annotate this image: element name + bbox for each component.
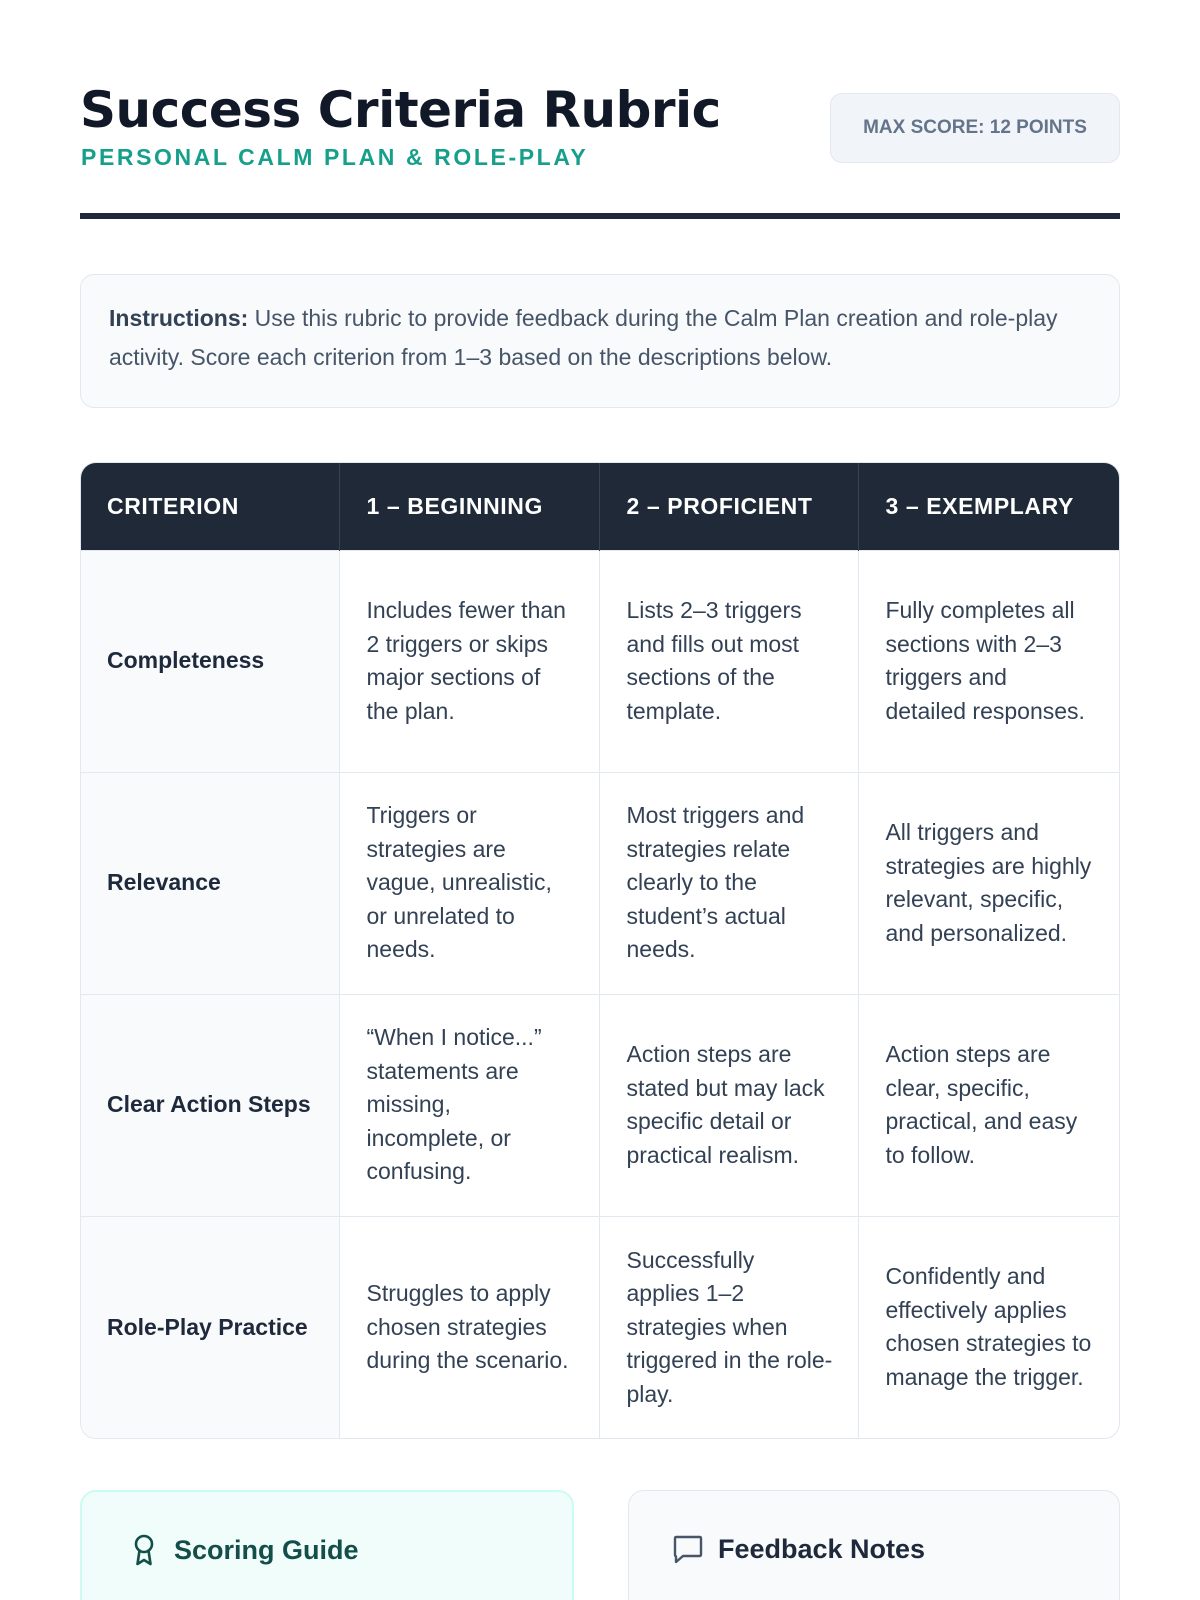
exemplary-cell: Confidently and effectively applies chosen strategies to manage the trigger. <box>859 1216 1119 1438</box>
header-divider <box>80 213 1120 219</box>
proficient-cell: Lists 2–3 triggers and fills out most sections of the template. <box>600 550 859 772</box>
column-header-exemplary: 3 – EXEMPLARY <box>885 492 1074 519</box>
feedback-notes-header <box>672 1531 925 1567</box>
table-header-row <box>81 463 1119 550</box>
column-header-beginning: 1 – BEGINNING <box>340 463 600 550</box>
table-row <box>81 1216 1119 1438</box>
scoring-guide-header <box>128 1532 359 1568</box>
instructions-text: Use this rubric to provide feedback during the Calm Plan creation and role-play activity. Score each criterion from 1–3 based on the descriptions below. <box>109 305 1058 370</box>
exemplary-cell: All triggers and strategies are highly relevant, specific, and personalized. <box>859 772 1119 994</box>
instructions-box <box>80 274 1120 408</box>
table-row <box>81 772 1119 994</box>
page-title: Success Criteria Rubric <box>80 81 721 139</box>
max-score-badge: MAX SCORE: 12 POINTS <box>830 93 1120 163</box>
beginning-cell: Struggles to apply chosen strategies during the scenario. <box>340 1216 600 1438</box>
table-row <box>81 550 1119 772</box>
proficient-cell: Action steps are stated but may lack specific detail or practical realism. <box>600 994 859 1216</box>
award-ribbon-icon <box>128 1532 160 1568</box>
criterion-cell: Clear Action Steps <box>81 994 340 1216</box>
speech-bubble-icon <box>672 1531 704 1567</box>
column-header-proficient: 2 – PROFICIENT <box>600 463 859 550</box>
exemplary-cell: Fully completes all sections with 2–3 triggers and detailed responses. <box>859 550 1119 772</box>
scoring-guide-card <box>80 1490 574 1600</box>
feedback-notes-card <box>628 1490 1120 1600</box>
beginning-cell: Triggers or strategies are vague, unrealistic, or unrelated to needs. <box>340 772 600 994</box>
rubric-table-container <box>80 462 1120 1439</box>
page-header <box>80 78 1120 170</box>
criterion-cell: Relevance <box>81 772 340 994</box>
criterion-cell: Role-Play Practice <box>81 1216 340 1438</box>
beginning-cell: Includes fewer than 2 triggers or skips major sections of the plan. <box>340 550 600 772</box>
table-row <box>81 994 1119 1216</box>
feedback-notes-title: Feedback Notes <box>718 1534 926 1564</box>
page-subtitle: PERSONAL CALM PLAN & ROLE-PLAY <box>81 144 589 170</box>
proficient-cell: Most triggers and strategies relate clearly to the student’s actual needs. <box>600 772 859 994</box>
instructions-lead: Instructions: <box>109 305 249 331</box>
beginning-cell: “When I notice...” statements are missing, incomplete, or confusing. <box>340 994 600 1216</box>
criterion-cell: Completeness <box>81 550 340 772</box>
rubric-table <box>81 463 1119 1438</box>
exemplary-cell: Action steps are clear, specific, practical, and easy to follow. <box>859 994 1119 1216</box>
scoring-guide-title: Scoring Guide <box>174 1535 359 1565</box>
column-header-criterion: CRITERION <box>81 463 340 550</box>
proficient-cell: Successfully applies 1–2 strategies when triggered in the role-play. <box>600 1216 859 1438</box>
